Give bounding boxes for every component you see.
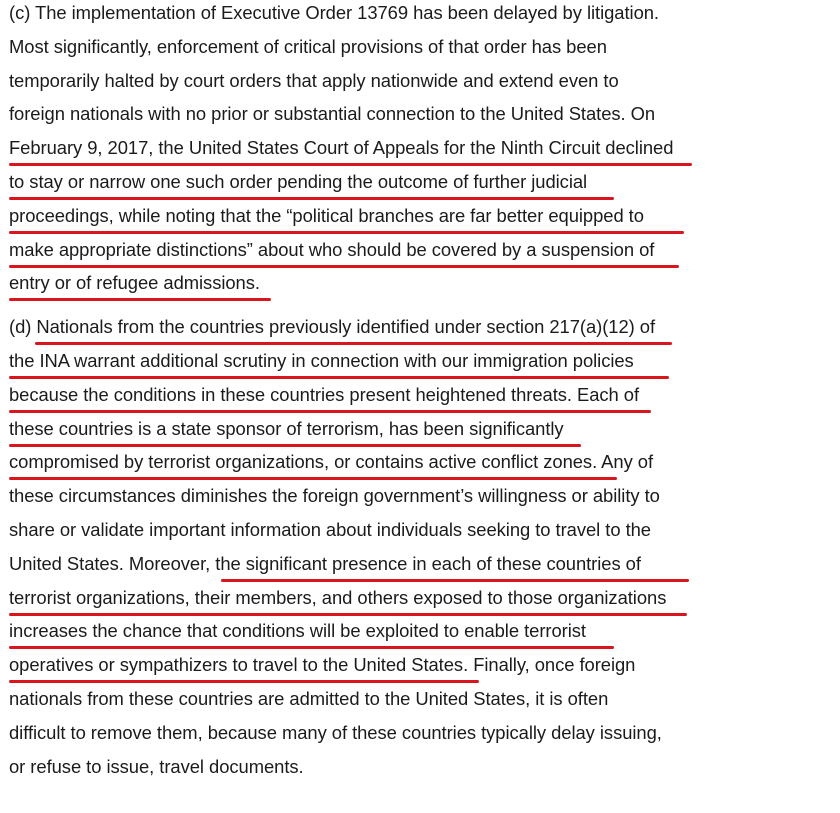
text-line	[9, 135, 829, 169]
text-line	[9, 551, 829, 585]
line-text: the INA warrant additional scrutiny in connection with our immigration policies	[9, 349, 634, 371]
line-text: United States. Moreover, the significant presence in each of these countries of	[9, 552, 641, 574]
line-text: make appropriate distinctions” about who should be covered by a suspension of	[9, 238, 655, 260]
line-text: proceedings, while noting that the “political branches are far better equipped to	[9, 204, 644, 226]
line-text: because the conditions in these countries present heightened threats. Each of	[9, 383, 640, 405]
text-line	[9, 449, 829, 483]
red-underline	[9, 680, 479, 683]
line-text: these countries is a state sponsor of terrorism, has been significantly	[9, 417, 564, 439]
line-text: share or validate important information about individuals seeking to travel to the	[9, 518, 651, 540]
red-underline	[9, 613, 687, 616]
line-text: Most significantly, enforcement of critical provisions of that order has been	[9, 35, 607, 57]
red-underline	[9, 376, 669, 379]
paragraph-c	[9, 0, 829, 304]
text-line	[9, 720, 829, 754]
line-text: difficult to remove them, because many of these countries typically delay issuing,	[9, 721, 662, 743]
text-line	[9, 237, 829, 271]
line-text: operatives or sympathizers to travel to the United States. Finally, once foreign	[9, 654, 636, 676]
line-text: terrorist organizations, their members, and others exposed to those organizations	[9, 586, 667, 608]
line-text: foreign nationals with no prior or substantial connection to the United States. On	[9, 103, 656, 125]
red-underline	[9, 298, 271, 301]
line-text: compromised by terrorist organizations, or contains active conflict zones. Any of	[9, 451, 654, 473]
text-line	[9, 483, 829, 517]
line-text: or refuse to issue, travel documents.	[9, 755, 304, 777]
text-line	[9, 585, 829, 619]
text-line	[9, 68, 829, 102]
red-underline	[9, 163, 692, 166]
text-line	[9, 754, 829, 788]
text-line	[9, 517, 829, 551]
line-text: these circumstances diminishes the foreign government’s willingness or ability to	[9, 485, 660, 507]
text-line	[9, 34, 829, 68]
red-underline	[9, 477, 617, 480]
red-underline	[9, 231, 684, 234]
document-body	[9, 0, 829, 787]
red-underline	[35, 342, 672, 345]
text-line	[9, 270, 829, 304]
red-underline	[9, 197, 614, 200]
text-line	[9, 382, 829, 416]
line-text: February 9, 2017, the United States Court of Appeals for the Ninth Circuit declined	[9, 137, 674, 159]
text-line	[9, 314, 829, 348]
paragraph-d	[9, 314, 829, 787]
line-text: (c) The implementation of Executive Order 13769 has been delayed by litigation.	[9, 2, 659, 23]
text-line	[9, 203, 829, 237]
line-text: temporarily halted by court orders that apply nationwide and extend even to	[9, 69, 619, 91]
text-line	[9, 686, 829, 720]
text-line	[9, 169, 829, 203]
line-text: nationals from these countries are admitted to the United States, it is often	[9, 687, 609, 709]
text-line	[9, 618, 829, 652]
line-text: (d) Nationals from the countries previously identified under section 217(a)(12) of	[9, 316, 656, 338]
red-underline	[9, 444, 581, 447]
line-text: to stay or narrow one such order pending the outcome of further judicial	[9, 170, 588, 192]
text-line	[9, 101, 829, 135]
red-underline	[221, 579, 689, 582]
text-line	[9, 416, 829, 450]
red-underline	[9, 410, 651, 413]
text-line	[9, 652, 829, 686]
text-line	[9, 0, 829, 34]
line-text: entry or of refugee admissions.	[9, 272, 260, 294]
paragraph-gap	[9, 304, 829, 314]
text-line	[9, 348, 829, 382]
red-underline	[9, 646, 614, 649]
red-underline	[9, 265, 679, 268]
line-text: increases the chance that conditions will be exploited to enable terrorist	[9, 620, 586, 642]
